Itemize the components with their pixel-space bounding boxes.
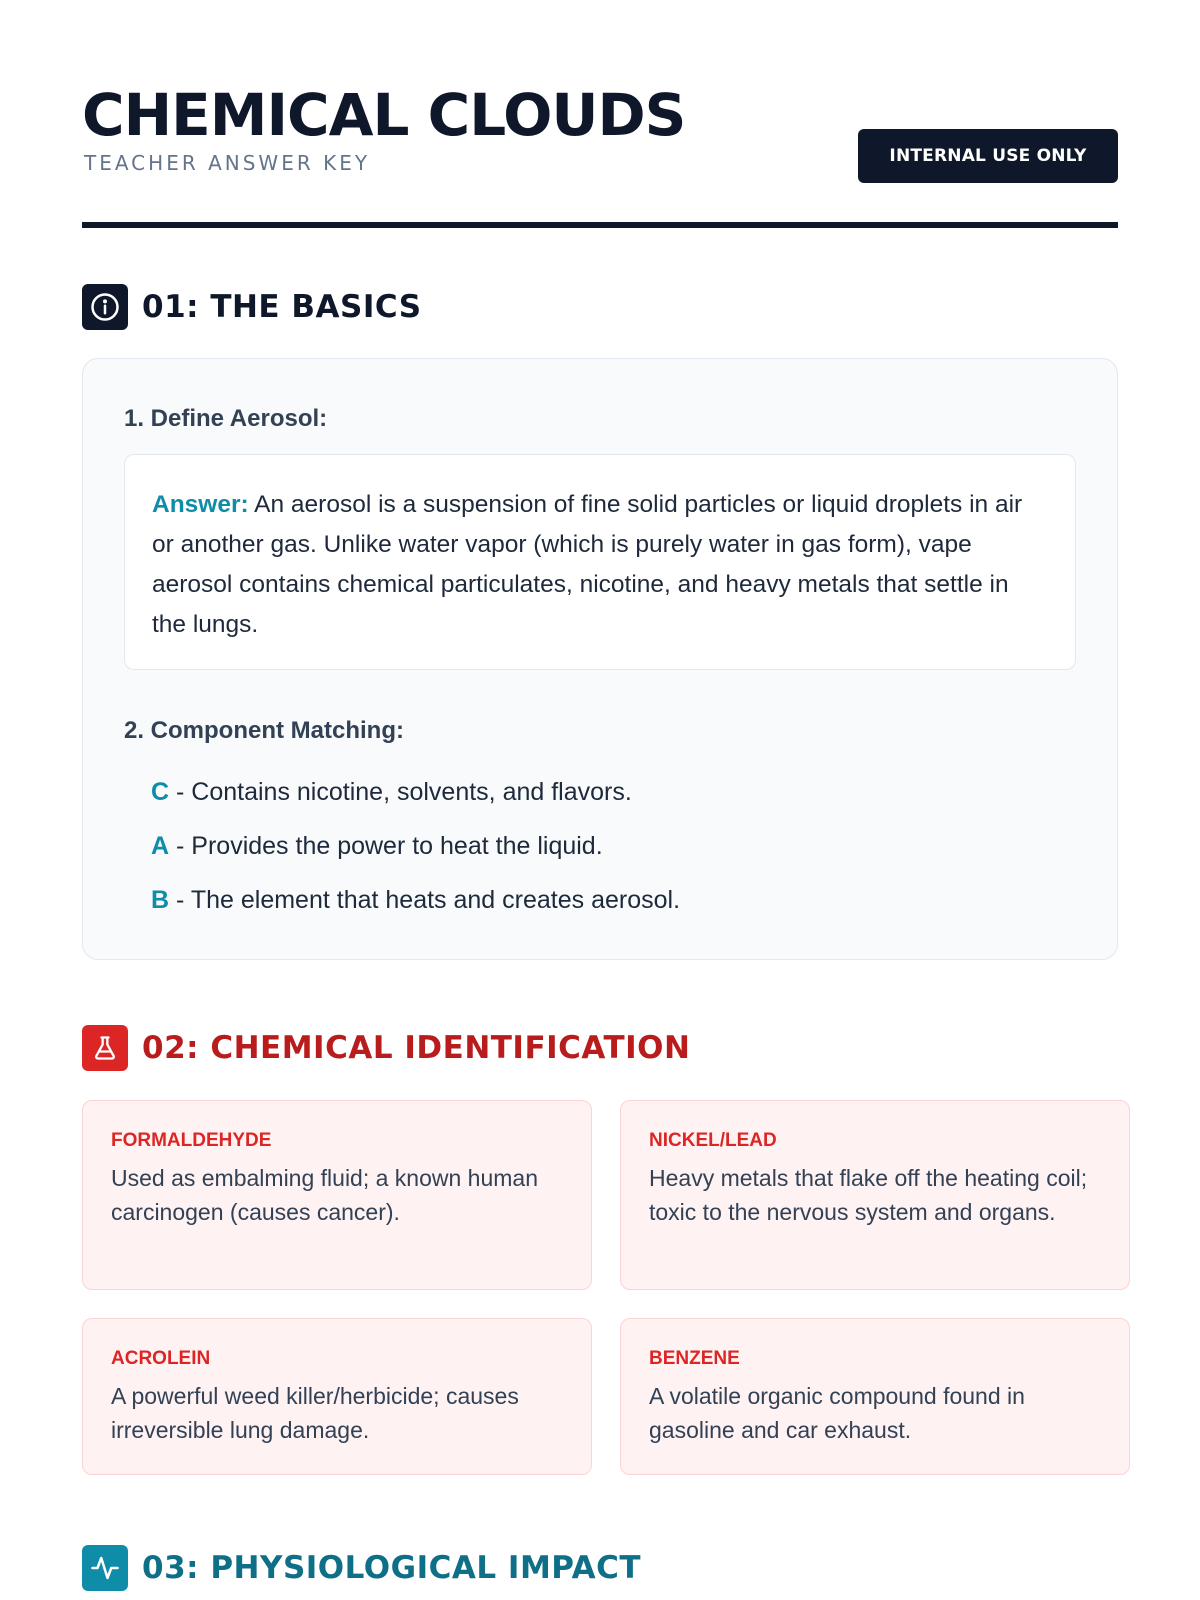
header-divider — [82, 222, 1118, 228]
chemical-description: A volatile organic compound found in gasoline and car exhaust. — [649, 1383, 1025, 1443]
chemical-card-nickel-lead — [620, 1100, 1130, 1290]
pulse-icon — [82, 1545, 128, 1591]
answer-box — [124, 454, 1076, 670]
chemical-name: BENZENE — [649, 1348, 740, 1369]
match-text: - Contains nicotine, solvents, and flavors. — [176, 778, 632, 806]
match-item — [151, 765, 680, 819]
chemical-description: Heavy metals that flake off the heating coil; toxic to the nervous system and organs. — [649, 1165, 1088, 1225]
section-chemicals-heading — [82, 1025, 690, 1071]
page-title: CHEMICAL CLOUDS — [82, 81, 686, 149]
info-icon — [82, 284, 128, 330]
chemical-card-acrolein — [82, 1318, 592, 1475]
chemical-card-formaldehyde — [82, 1100, 592, 1290]
question-1-label: 1. Define Aerosol: — [124, 405, 328, 432]
chemical-name: FORMALDEHYDE — [111, 1130, 272, 1151]
match-text: - Provides the power to heat the liquid. — [176, 832, 603, 860]
page-subtitle: TEACHER ANSWER KEY — [84, 151, 371, 175]
header — [82, 80, 1118, 230]
chemical-description: A powerful weed killer/herbicide; causes irreversible lung damage. — [111, 1383, 519, 1443]
flask-icon — [82, 1025, 128, 1071]
match-letter: A — [151, 832, 170, 860]
chemical-description: Used as embalming fluid; a known human carcinogen (causes cancer). — [111, 1165, 539, 1225]
answer-text: An aerosol is a suspension of fine solid particles or liquid droplets in air or another gas. Unlike water vapor (which is purely water in gas form), vape aerosol contains chemical particulates, nicotine, and heavy metals that settle in the lungs. — [152, 491, 1023, 638]
match-letter: B — [151, 886, 170, 914]
section-chemicals-title: 02: CHEMICAL IDENTIFICATION — [142, 1030, 691, 1066]
chemical-name: ACROLEIN — [111, 1348, 211, 1369]
match-item — [151, 819, 680, 873]
question-2-label: 2. Component Matching: — [124, 717, 404, 744]
section-impact-title: 03: PHYSIOLOGICAL IMPACT — [142, 1550, 642, 1586]
match-list — [151, 765, 680, 927]
match-text: - The element that heats and creates aerosol. — [176, 886, 681, 914]
answer-label: Answer: — [152, 491, 249, 518]
match-item — [151, 873, 680, 927]
section-impact-heading — [82, 1545, 641, 1591]
section-basics-title: 01: THE BASICS — [142, 289, 422, 325]
chemical-card-benzene — [620, 1318, 1130, 1475]
section-basics-heading — [82, 284, 422, 330]
chemical-name: NICKEL/LEAD — [649, 1130, 777, 1151]
internal-use-badge: INTERNAL USE ONLY — [858, 129, 1118, 183]
basics-panel — [82, 358, 1118, 960]
match-letter: C — [151, 778, 170, 806]
